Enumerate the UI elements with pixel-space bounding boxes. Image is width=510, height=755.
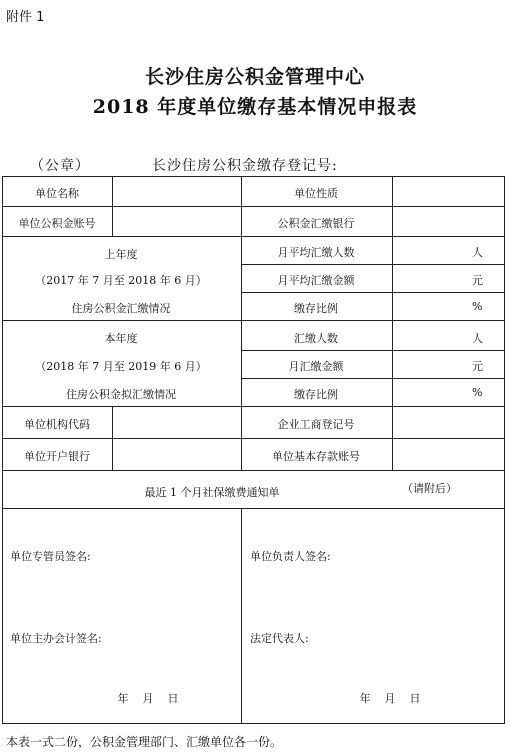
title-line-1: 长沙住房公积金管理中心 — [144, 66, 365, 88]
label-unit-nature: 单位性质 — [294, 187, 338, 200]
label-avg-count: 月平均汇缴人数 — [277, 246, 355, 259]
label-remit-bank: 公积金汇缴银行 — [277, 217, 355, 230]
unit-person-1: 人 — [472, 246, 483, 259]
legal-rep-label: 法定代表人: — [250, 632, 309, 645]
registration-label: 长沙住房公积金缴存登记号: — [152, 158, 338, 174]
label-count: 汇缴人数 — [294, 332, 338, 345]
unit-person-2: 人 — [472, 332, 483, 345]
label-social-notice: 最近 1 个月社保缴费通知单 — [144, 486, 280, 499]
label-open-bank: 单位开户银行 — [24, 450, 90, 463]
seal-label: （公章） — [30, 158, 90, 174]
admin-signature-label: 单位专管员签名: — [10, 550, 91, 563]
unit-percent-1: % — [472, 300, 483, 313]
date-right: 年 月 日 — [359, 692, 421, 705]
label-this-ratio: 缴存比例 — [294, 388, 338, 401]
unit-percent-2: % — [472, 386, 483, 399]
label-biz-reg-no: 企业工商登记号 — [277, 418, 355, 431]
label-last-ratio: 缴存比例 — [294, 302, 338, 315]
last-year-period: （2017 年 7 月至 2018 年 6 月） — [35, 274, 207, 287]
label-avg-amount: 月平均汇缴金额 — [277, 274, 355, 287]
last-year-desc: 住房公积金汇缴情况 — [71, 302, 171, 315]
label-amount: 月汇缴金额 — [288, 360, 344, 373]
label-unit-account: 单位公积金账号 — [18, 217, 96, 230]
unit-yuan-2: 元 — [472, 360, 483, 373]
unit-yuan-1: 元 — [472, 274, 483, 287]
this-year-period: （2018 年 7 月至 2019 年 6 月） — [35, 360, 207, 373]
label-unit-name: 单位名称 — [35, 187, 79, 200]
label-basic-account: 单位基本存款账号 — [272, 450, 360, 463]
this-year-desc: 住房公积金拟汇缴情况 — [66, 388, 176, 401]
label-org-code: 单位机构代码 — [24, 418, 90, 431]
title-line-2: 2018 年度单位缴存基本情况申报表 — [92, 96, 418, 118]
last-year-heading: 上年度 — [104, 248, 138, 261]
label-attach-note: （请附后） — [402, 482, 457, 495]
footer-note: 本表一式二份，公积金管理部门、汇缴单位各一份。 — [6, 735, 283, 749]
this-year-heading: 本年度 — [104, 332, 138, 345]
date-left: 年 月 日 — [117, 692, 179, 705]
accountant-signature-label: 单位主办会计签名: — [10, 632, 102, 645]
leader-signature-label: 单位负责人签名: — [250, 550, 331, 563]
attachment-label: 附件 1 — [6, 10, 45, 25]
